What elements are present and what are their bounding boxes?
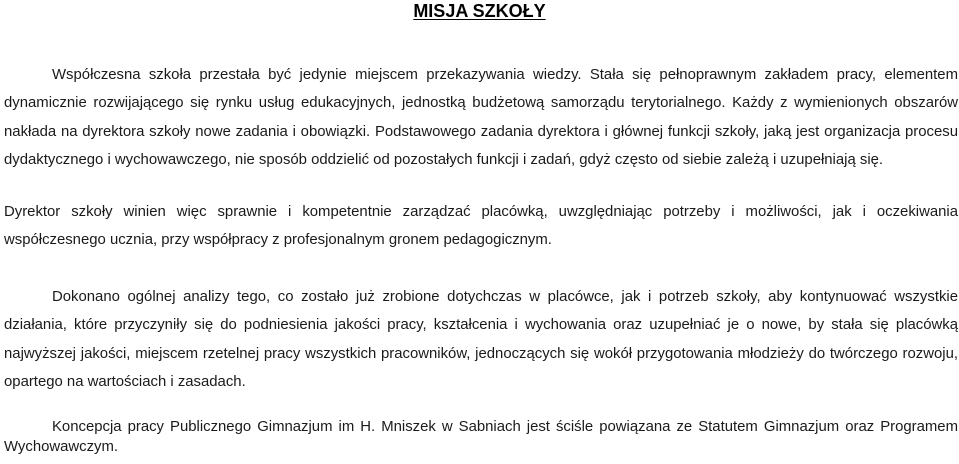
paragraph-concept: Koncepcja pracy Publicznego Gimnazjum im H. Mniszek w Sabniach jest ściśle powiązana ze Statutem Gimnazjum oraz Programem Wychowawczym. (4, 419, 958, 455)
page-title: MISJA SZKOŁY (413, 1, 546, 21)
paragraph-analysis: Dokonano ogólnej analizy tego, co zostało już zrobione dotychczas w placówce, jak i potrzeb szkoły, aby kontynuować wszystkie działania, które przyczyniły się do podniesienia jakości pracy, kształcenia i wychowania oraz uzupełniać je o nowe, by stała się placówką najwyższej jakości, miejscem rzetelnej pracy wszystkich pracowników, jednoczących się wokół przygotowania młodzieży do twórczego rozwoju, opartego na wartościach i zasadach. (4, 289, 958, 391)
paragraph-modern-school: Współczesna szkoła przestała być jedynie miejscem przekazywania wiedzy. Stała się pełnoprawnym zakładem pracy, elementem dynamicznie rozwijającego się rynku usług edukacyjnych, jednostką budżetową samorządu terytorialnego. Każdy z wymienionych obszarów nakłada na dyrektora szkoły nowe zadania i obowiązki. Podstawowego zadania dyrektora i głównej funkcji szkoły, jaką jest organizacja procesu dydaktycznego i wychowawczego, nie sposób oddzielić od pozostałych funkcji i zadań, gdyż często od siebie zależą i uzupełniają się. (4, 67, 958, 169)
paragraph-director-duties: Dyrektor szkoły winien więc sprawnie i kompetentnie zarządzać placówką, uwzględniając potrzeby i możliwości, jak i oczekiwania współczesnego ucznia, przy współpracy z profesjonalnym gronem pedagogicznym. (4, 204, 958, 249)
